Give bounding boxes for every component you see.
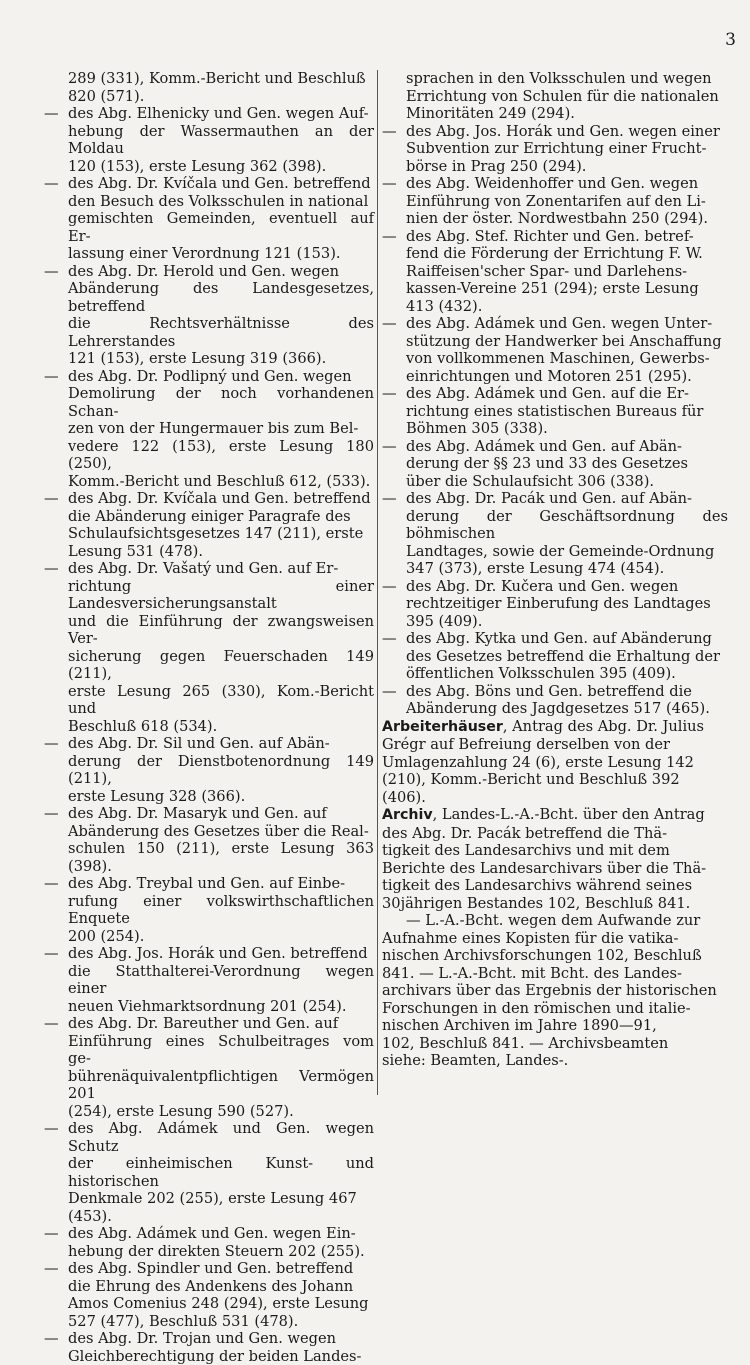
entry-dash: — — [44, 105, 59, 122]
list-item — [382, 123, 728, 176]
entry-text: des Abg. Jos. Horák und Gen. betreffend die Statthalterei-Verordnung wegen einer neuen Viehmarktsordnung 201 (254). — [68, 945, 374, 1015]
entry-dash: — — [44, 560, 59, 577]
entry-text: des Abg. Spindler und Gen. betreffend die Ehrung des Andenkens des Johann Amos Comenius 248 (294), erste Lesung 527 (477), Beschluß 531 (478). — [68, 1260, 369, 1330]
entry-text: , Antrag des Abg. Dr. Julius Grégr auf Befreiung derselben von der Umlagenzahlung 24 (6), erste Lesung 142 (210), Komm.-Bericht und Beschluß 392 (406). — [382, 717, 705, 806]
entry-text: des Abg. Dr. Herold und Gen. wegen Abänderung des Landesgesetzes, betreffend die Rechtsverhältnisse des Lehrerstandes 121 (153), erste Lesung 319 (366). — [68, 262, 374, 367]
entry-dash: — — [44, 1120, 59, 1137]
entry-text: des Abg. Adámek und Gen. wegen Schutz der einheimischen Kunst- und historischen Denkmale 202 (255), erste Lesung 467 (453). — [68, 1120, 374, 1225]
list-item — [44, 875, 374, 945]
list-item — [44, 1225, 374, 1260]
left-column — [44, 70, 374, 1365]
entry-text: des Abg. Dr. Vašatý und Gen. auf Er- richtung einer Landesversicherungsanstalt und die Einführung der zwangsweisen Ver- sicherung gegen Feuerschaden 149 (211), erste Lesung 265 (330), Kom.-Bericht und Beschluß 618 (534). — [68, 560, 374, 735]
entry-text: des Abg. Jos. Horák und Gen. wegen einer Subvention zur Errichtung einer Frucht- börse in Prag 250 (294). — [406, 122, 720, 175]
right-entries — [382, 123, 728, 718]
entry-text: des Abg. Treybal und Gen. auf Einbe- rufung einer volkswirthschaftlichen Enquete 200 (254). — [68, 875, 374, 945]
list-item — [44, 1260, 374, 1330]
list-item — [382, 385, 728, 438]
list-item — [44, 105, 374, 175]
entry-text: des Abg. Adámek und Gen. auf die Er- richtung eines statistischen Bureaus für Böhmen 305 (338). — [406, 385, 704, 437]
entry-dash: — — [382, 682, 397, 700]
entry-text: des Abg. Dr. Trojan und Gen. wegen Gleichberechtigung der beiden Landes- — [68, 1330, 362, 1365]
list-item — [44, 1330, 374, 1365]
entry-text: 289 (331), Komm.-Bericht und Beschluß 820 (571). — [68, 70, 366, 105]
entry-text: des Abg. Elhenicky und Gen. wegen Auf- hebung der Wassermauthen an der Moldau 120 (153), erste Lesung 362 (398). — [68, 105, 374, 175]
entry-text: des Abg. Kytka und Gen. auf Abänderung des Gesetzes betreffend die Erhaltung der öffentlichen Volksschulen 395 (409). — [406, 630, 720, 682]
list-item — [44, 1015, 374, 1120]
entry-dash: — — [382, 437, 397, 455]
entry-text: sprachen in den Volksschulen und wegen Errichtung von Schulen für die nationalen Minoritäten 249 (294). — [406, 70, 719, 122]
entry-dash: — — [382, 227, 397, 245]
entry-text: des Abg. Dr. Masaryk und Gen. auf Abänderung des Gesetzes über die Real- schulen 150 (211), erste Lesung 363 (398). — [68, 805, 374, 875]
entry-dash: — — [44, 1330, 59, 1347]
list-item — [44, 560, 374, 735]
list-item — [44, 368, 374, 491]
entry-dash: — — [382, 122, 397, 140]
list-item — [44, 70, 374, 105]
list-item — [44, 490, 374, 560]
entry-dash: — — [382, 490, 397, 507]
entry-text: des Abg. Adámek und Gen. wegen Ein- hebung der direkten Steuern 202 (255). — [68, 1225, 365, 1260]
entry-dash: — — [44, 175, 59, 192]
entry-text: des Abg. Dr. Kvíčala und Gen. betreffend die Abänderung einiger Paragrafe des Schulaufsichtsgesetzes 147 (211), erste Lesung 531 (478). — [68, 490, 371, 560]
entry-dash: — — [44, 1225, 59, 1242]
entry-text: des Abg. Weidenhoffer und Gen. wegen Einführung von Zonentarifen auf den Li- nien der öster. Nordwestbahn 250 (294). — [406, 175, 708, 227]
list-item — [382, 175, 728, 228]
index-heading-entry — [382, 718, 728, 807]
list-item — [44, 263, 374, 368]
list-item — [44, 1120, 374, 1225]
left-entries — [44, 105, 374, 1365]
entry-text: des Abg. Stef. Richter und Gen. betref- fend die Förderung der Errichtung F. W. Raiffeisen'scher Spar- und Darlehens- kassen-Vereine 251 (294); erste Lesung 413 (432). — [406, 227, 703, 315]
entry-text: des Abg. Dr. Sil und Gen. auf Abän- derung der Dienstbotenordnung 149 (211), erste Lesung 328 (366). — [68, 735, 374, 805]
right-column — [382, 70, 728, 1070]
list-item — [382, 630, 728, 683]
entry-dash: — — [382, 630, 397, 647]
list-item — [382, 228, 728, 316]
entry-dash: — — [44, 367, 59, 385]
column-divider — [377, 70, 378, 1095]
entry-dash: — — [44, 1015, 59, 1032]
list-item — [44, 945, 374, 1015]
list-item — [382, 315, 728, 385]
entry-continuation: — L.-A.-Bcht. wegen dem Aufwande zur Aufnahme eines Kopisten für die vatika- nischen Archivsforschungen 102, Beschluß 841. — L.-A.-Bcht. mit Bcht. des Landes- archivars über das Ergebnis der historischen Forschungen in den römischen und italie- nischen Archiven im Jahre 1890—91, 102, Beschluß 841. — Archivsbeamten siehe: Beamten, Landes-. — [382, 912, 717, 1069]
list-item — [44, 735, 374, 805]
entry-dash: — — [44, 262, 59, 280]
entry-dash: — — [382, 385, 397, 402]
entry-text: des Abg. Adámek und Gen. wegen Unter- stützung der Handwerker bei Anschaffung von vollkommenen Maschinen, Gewerbs- einrichtungen und Motoren 251 (295). — [406, 315, 722, 385]
entry-text: des Abg. Dr. Podlipný und Gen. wegen Demolirung der noch vorhandenen Schan- zen von der Hungermauer bis zum Bel- vedere 122 (153), erste Lesung 180 (250), Komm.-Bericht und Beschluß 612, (533). — [68, 367, 374, 490]
entry-text: des Abg. Dr. Bareuther und Gen. auf Einführung eines Schulbeitrages vom ge- bührenäquivalentpflichtigen Vermögen 201 (254), erste Lesung 590 (527). — [68, 1015, 374, 1120]
list-item — [382, 438, 728, 491]
entry-dash: — — [44, 490, 59, 507]
list-item — [44, 805, 374, 875]
entry-text: des Abg. Dr. Kvíčala und Gen. betreffend den Besuch des Volksschulen in national gemischten Gemeinden, eventuell auf Er- lassung einer Verordnung 121 (153). — [68, 175, 374, 262]
page-number: 3 — [725, 30, 736, 50]
index-heading: Archiv — [382, 807, 433, 823]
list-item — [382, 683, 728, 718]
list-item — [44, 175, 374, 263]
entry-dash: — — [382, 175, 397, 192]
list-item — [382, 578, 728, 631]
entry-dash: — — [44, 875, 59, 892]
index-heading-entry — [382, 806, 728, 912]
entry-text: des Abg. Dr. Kučera und Gen. wegen rechtzeitiger Einberufung des Landtages 395 (409). — [406, 577, 711, 630]
list-item — [382, 490, 728, 578]
entry-text: , Landes-L.-A.-Bcht. über den Antrag des Abg. Dr. Pacák betreffend die Thä- tigkeit des Landesarchivs und mit dem Berichte des Landesarchivars über die Thä- tigkeit des Landesarchivs während seines 30jährigen Bestandes 102, Beschluß 841. — [382, 806, 707, 912]
entry-dash: — — [44, 1260, 59, 1277]
list-item — [382, 70, 728, 123]
entry-text: des Abg. Adámek und Gen. auf Abän- derung der §§ 23 und 33 des Gesetzes über die Schulaufsicht 306 (338). — [406, 437, 688, 490]
entry-text: des Abg. Böns und Gen. betreffend die Abänderung des Jagdgesetzes 517 (465). — [406, 682, 710, 717]
entry-dash: — — [382, 315, 397, 332]
entry-dash: — — [44, 805, 59, 822]
entry-text: des Abg. Dr. Pacák und Gen. auf Abän- derung der Geschäftsordnung des böhmischen Landtages, sowie der Gemeinde-Ordnung 347 (373), erste Lesung 474 (454). — [406, 490, 728, 577]
entry-dash: — — [382, 577, 397, 595]
entry-dash: — — [44, 945, 59, 962]
index-heading: Arbeiterhäuser — [382, 718, 503, 735]
entry-dash: — — [44, 735, 59, 752]
